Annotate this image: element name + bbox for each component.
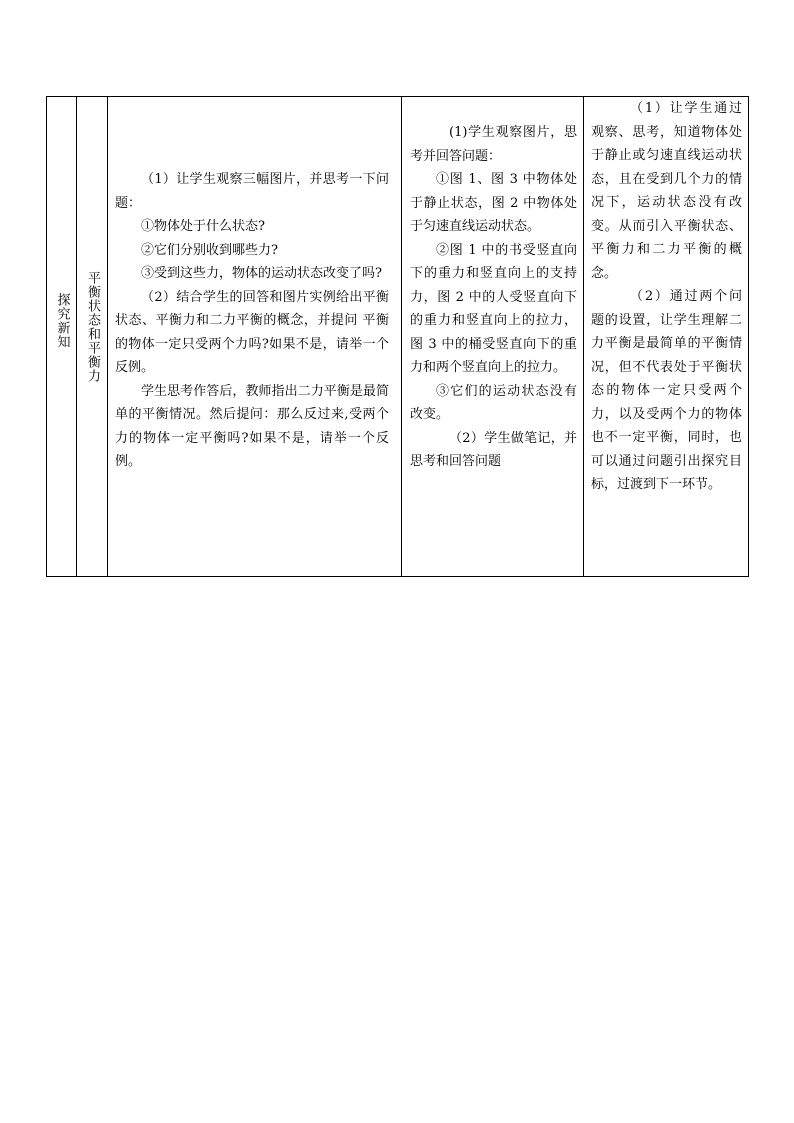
teacher-step-2: （2）结合学生的回答和图片实例给出平衡状态、平衡力和二力平衡的概念，并提问 平衡的物体一定只受两个力吗?如果不是，请举一个反例。 xyxy=(115,289,389,375)
teacher-question-1: ①物体处于什么状态? xyxy=(141,219,265,234)
teacher-question-3: ③受到这些力，物体的运动状态改变了吗? xyxy=(141,266,382,281)
design-intent-1: （1）让学生通过观察、思考，知道物体处于静止或匀速直线运动状态，且在受到几个力的情况下，运动状态没有改变。从而引入平衡状态、平衡力和二力平衡的概念。 xyxy=(591,101,742,281)
design-intent-2: （2）通过两个问题的设置，让学生理解二力平衡是最简单的平衡情况，但不代表处于平衡状态的物体一定只受两个力，以及受两个力的物体也不一定平衡，同时，也可以通过问题引出探究目标，过渡到下一环节。 xyxy=(591,289,742,492)
teacher-activity-cell xyxy=(108,97,402,577)
student-activity-cell xyxy=(402,97,584,577)
teacher-step-3: 学生思考作答后，教师指出二力平衡是最简单的平衡情况。然后提问：那么反过来,受两个力的物体一定平衡吗?如果不是，请举一个反例。 xyxy=(115,383,389,469)
student-answer-3: ③它们的运动状态没有改变。 xyxy=(410,383,577,422)
student-step-2: （2）学生做笔记，并思考和回答问题 xyxy=(410,430,577,469)
teacher-step-1: （1）让学生观察三幅图片，并思考一下问题： xyxy=(115,172,389,211)
stage-cell xyxy=(47,97,77,577)
student-answer-2: ②图 1 中的书受竖直向下的重力和竖直向上的支持力，图 2 中的人受竖直向下的重力和竖直向上的拉力，图 3 中的桶受竖直向下的重力和两个竖直向上的拉力。 xyxy=(410,242,577,375)
topic-cell xyxy=(77,97,108,577)
design-intent-cell xyxy=(584,97,749,577)
lesson-plan-table xyxy=(46,96,749,577)
student-answer-1: ①图 1、图 3 中物体处于静止状态，图 2 中物体处于匀速直线运动状态。 xyxy=(410,172,577,234)
student-step-1: (1)学生观察图片，思考并回答问题： xyxy=(410,125,577,164)
table-row xyxy=(47,97,749,577)
stage-label: 探究新知 xyxy=(54,293,70,349)
topic-label: 平衡状态和平衡力 xyxy=(85,271,100,383)
teacher-question-2: ②它们分别收到哪些力? xyxy=(141,242,278,258)
